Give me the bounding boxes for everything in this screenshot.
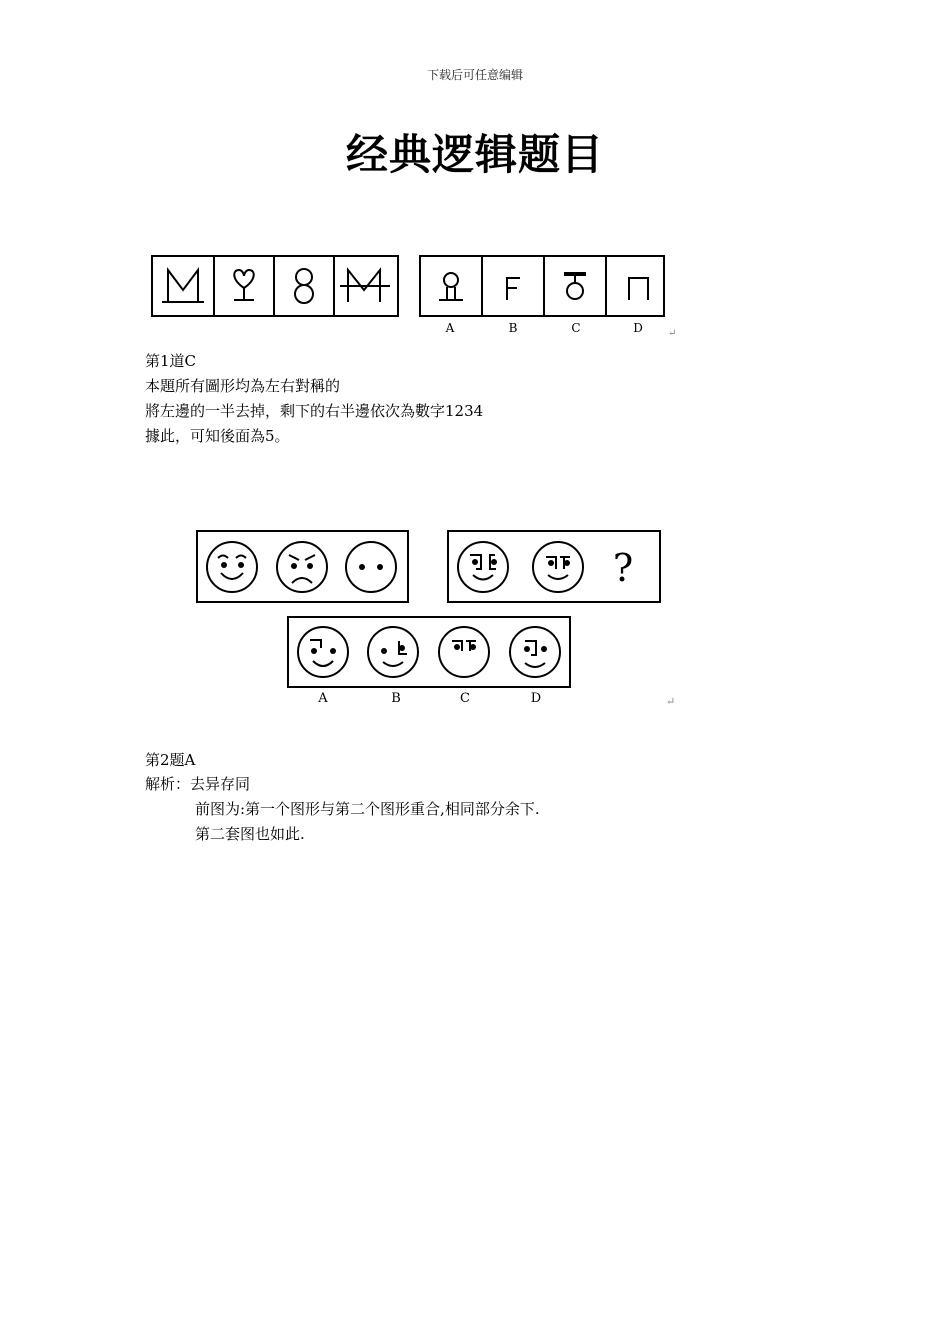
q2-line-2: 第二套图也如此. bbox=[195, 825, 305, 843]
page-title: 经典逻辑题目 bbox=[345, 130, 604, 179]
option-label-d: D bbox=[633, 321, 643, 335]
q1-line-2: 將左邊的一半去掉，剩下的右半邊依次為數字1234 bbox=[145, 402, 484, 420]
face-option-label-c: C bbox=[460, 691, 470, 706]
paragraph-mark-2: ↵ bbox=[666, 695, 676, 708]
question-mark: ? bbox=[612, 546, 634, 590]
option-b-glyph-icon bbox=[507, 278, 520, 300]
glyph-m-bar-icon bbox=[340, 270, 390, 302]
paragraph-mark: ↵ bbox=[668, 328, 677, 339]
figure-1 bbox=[140, 250, 700, 345]
face-option-label-a: A bbox=[318, 691, 328, 706]
face-pattern-1-icon bbox=[458, 542, 508, 592]
face-pattern-2-icon bbox=[533, 542, 583, 592]
glyph-heart-icon bbox=[234, 270, 254, 300]
q2-analysis: 解析：去异存同 bbox=[145, 775, 251, 793]
option-label-a: A bbox=[445, 321, 455, 335]
face-plain-icon bbox=[346, 542, 396, 592]
option-c-face-icon bbox=[439, 627, 489, 677]
glyph-m-icon bbox=[162, 270, 204, 302]
face-smile-brows-icon bbox=[207, 542, 257, 592]
glyph-eight-icon bbox=[295, 269, 313, 303]
option-d-glyph-icon bbox=[629, 278, 648, 300]
option-a-face-icon bbox=[298, 627, 348, 677]
q1-line-3: 據此，可知後面為5。 bbox=[145, 427, 290, 445]
q2-line-1: 前图为:第一个图形与第二个图形重合,相同部分余下. bbox=[195, 800, 540, 818]
face-angry-icon bbox=[277, 542, 327, 592]
q1-line-1: 本題所有圖形均為左右對稱的 bbox=[145, 377, 341, 395]
option-c-glyph-icon bbox=[564, 274, 586, 299]
header-note: 下载后可任意编辑 bbox=[426, 68, 523, 82]
face-option-label-d: D bbox=[530, 691, 542, 706]
option-b-face-icon bbox=[368, 627, 418, 677]
figure-2 bbox=[190, 525, 690, 715]
q1-heading: 第1道C bbox=[145, 352, 197, 370]
q2-heading: 第2题A bbox=[145, 751, 196, 769]
option-label-c: C bbox=[571, 321, 581, 335]
face-option-label-b: B bbox=[391, 691, 401, 706]
option-d-face-icon bbox=[510, 627, 560, 677]
option-a-glyph-icon bbox=[439, 273, 463, 300]
option-label-b: B bbox=[508, 321, 518, 335]
